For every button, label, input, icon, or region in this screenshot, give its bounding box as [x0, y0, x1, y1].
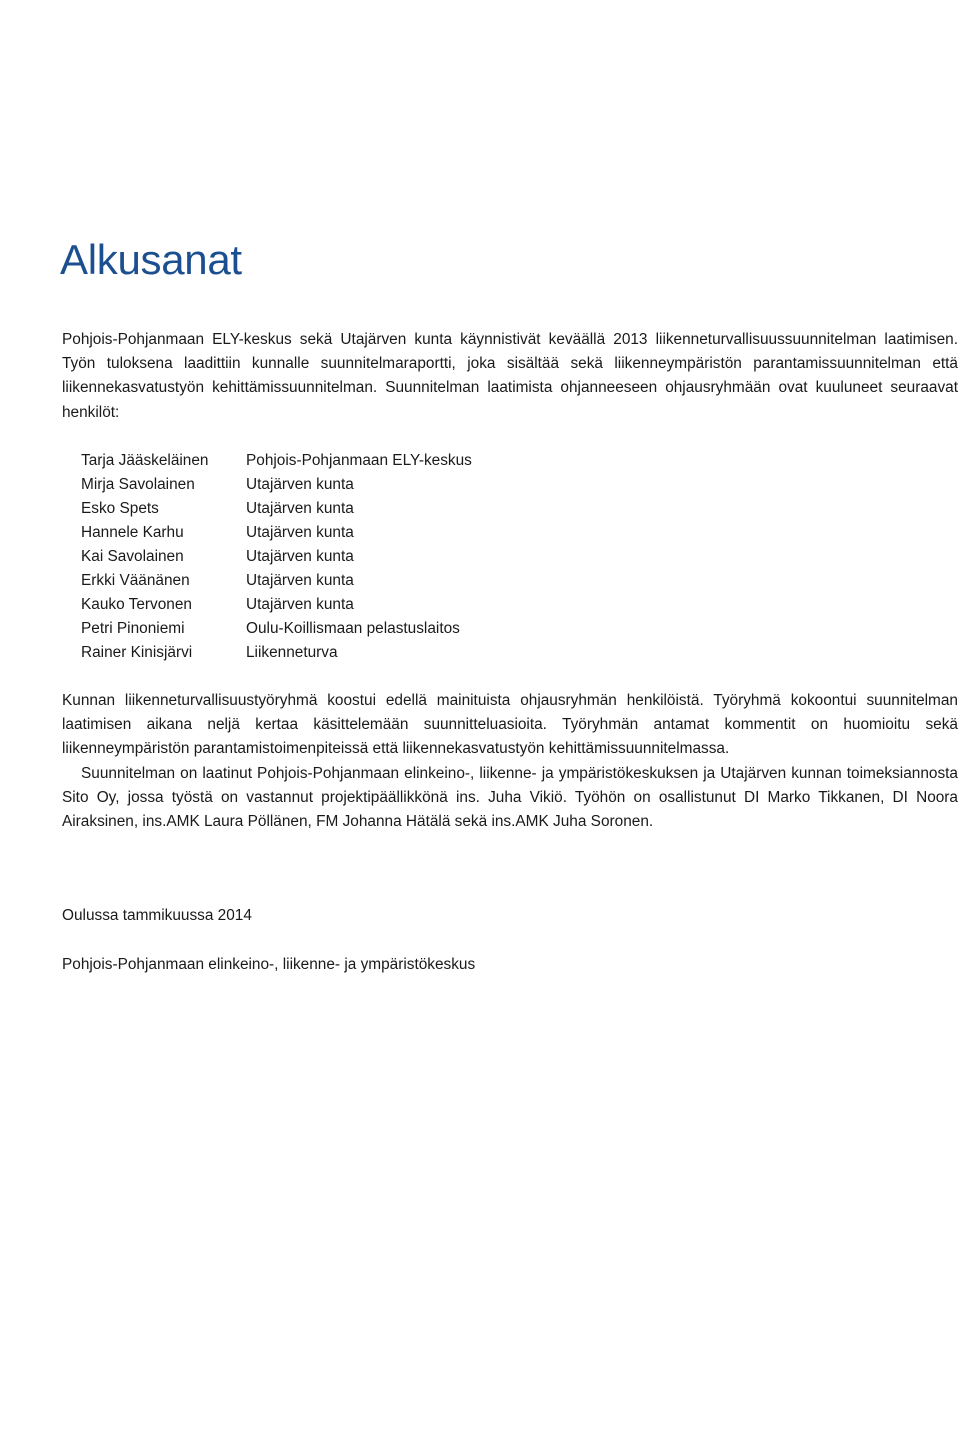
member-row: [81, 569, 472, 593]
member-row: [81, 473, 472, 497]
member-name: Esko Spets: [81, 500, 159, 517]
steering-group-table: [81, 449, 472, 665]
body-text: [62, 689, 958, 834]
member-name: Kauko Tervonen: [81, 596, 192, 613]
member-row: [81, 497, 472, 521]
member-organization: Utajärven kunta: [246, 548, 354, 565]
member-organization: Utajärven kunta: [246, 572, 354, 589]
signature: Pohjois-Pohjanmaan elinkeino-, liikenne- ja ympäristökeskus: [62, 956, 476, 973]
member-organization: Pohjois-Pohjanmaan ELY-keskus: [246, 452, 472, 469]
member-row: [81, 641, 472, 665]
member-organization: Oulu-Koillismaan pelastuslaitos: [246, 620, 460, 637]
member-name: Rainer Kinisjärvi: [81, 644, 193, 661]
member-organization: Utajärven kunta: [246, 476, 354, 493]
member-name: Tarja Jääskeläinen: [81, 452, 209, 469]
member-row: [81, 449, 472, 473]
member-organization: Utajärven kunta: [246, 500, 354, 517]
authors-paragraph: Suunnitelman on laatinut Pohjois-Pohjanmaan elinkeino-, liikenne- ja ympäristökeskuksen ja Utajärven kunnan toimeksiannosta Sito Oy, jossa työstä on vastannut projektipäällikkönä ins. Juha Vikiö. Työhön on osallistunut DI Marko Tikkanen, DI Noora Airaksinen, ins.AMK Laura Pöllänen, FM Johanna Hätälä sekä ins.AMK Juha Soronen.: [62, 764, 958, 831]
member-name: Mirja Savolainen: [81, 476, 195, 493]
work-group-paragraph: Kunnan liikenneturvallisuustyöryhmä koostui edellä mainituista ohjausryhmän henkilöistä. Työryhmä kokoontui suunnitelman laatimisen aikana neljä kertaa käsittelemään suunnitteluasioita. Työryhmän antamat kommentit on huomioitu sekä liikenneympäristön parantamistoimenpiteissä että liikennekasvatustyön kehittämissuunnitelmassa.: [62, 692, 958, 758]
member-row: [81, 617, 472, 641]
member-row: [81, 593, 472, 617]
member-row: [81, 545, 472, 569]
member-organization: Utajärven kunta: [246, 596, 354, 613]
member-row: [81, 521, 472, 545]
member-name: Petri Pinoniemi: [81, 620, 185, 637]
place-date: Oulussa tammikuussa 2014: [62, 907, 252, 924]
page-title: Alkusanat: [60, 236, 242, 283]
member-name: Hannele Karhu: [81, 524, 184, 541]
member-name: Erkki Väänänen: [81, 572, 190, 589]
intro-paragraph: Pohjois-Pohjanmaan ELY-keskus sekä Utajärven kunta käynnistivät keväällä 2013 liikenneturvallisuussuunnitelman laatimisen. Työn tuloksena laadittiin kunnalle suunnitelmaraportti, joka sisältää sekä liikenneympäristön parantamissuunnitelman että liikennekasvatustyön kehittämissuunnitelman. Suunnitelman laatimista ohjanneeseen ohjausryhmään ovat kuuluneet seuraavat henkilöt:: [62, 331, 958, 421]
member-organization: Utajärven kunta: [246, 524, 354, 541]
member-name: Kai Savolainen: [81, 548, 184, 565]
member-organization: Liikenneturva: [246, 644, 338, 661]
